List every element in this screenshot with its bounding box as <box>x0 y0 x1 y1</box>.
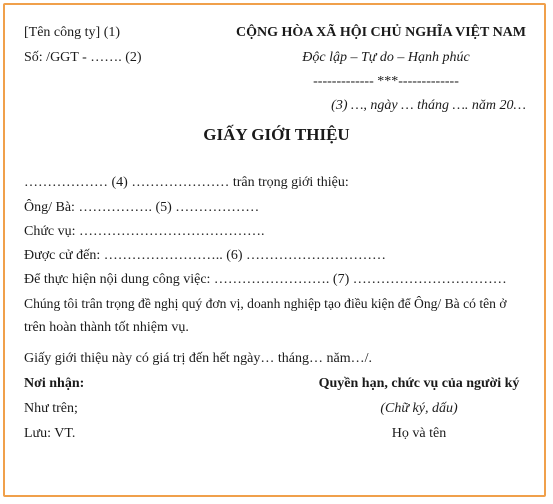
signature-note: (Chữ ký, dấu) <box>380 401 458 416</box>
document-title: GIẤY GIỚI THIỆU <box>203 125 350 144</box>
validity-line: Giấy giới thiệu này có giá trị đến hết ngày… tháng… năm…/. <box>24 351 372 366</box>
intro-line: ……………… (4) ………………… trân trọng giới thiệu: <box>24 175 349 190</box>
document-number-line: Số: /GGT - ……. (2) <box>24 50 142 65</box>
signer-title: Quyền hạn, chức vụ của người ký <box>318 376 520 391</box>
position-line: Chức vụ: …………………………………. <box>24 224 265 239</box>
person-line: Ông/ Bà: ……………. (5) ……………… <box>24 200 260 215</box>
signer-name: Họ và tên <box>391 426 447 441</box>
request-line-1: Chúng tôi trân trọng đề nghị quý đơn vị, doanh nghiệp tạo điều kiện để Ông/ Bà có tên ở <box>24 296 507 311</box>
header-separator: ------------- ***------------- <box>313 74 459 89</box>
recipient-1: Như trên; <box>24 401 78 416</box>
recipient-2: Lưu: VT. <box>24 426 76 441</box>
recipients-label: Nơi nhận: <box>24 376 85 391</box>
sent-to-line: Được cử đến: …………………….. (6) ………………………… <box>24 248 387 263</box>
date-line: (3) …, ngày … tháng …. năm 20… <box>331 98 526 113</box>
national-motto: Độc lập – Tự do – Hạnh phúc <box>302 50 470 65</box>
request-line-2: trên hoàn thành tốt nhiệm vụ. <box>24 320 189 335</box>
national-title: CỘNG HÒA XÃ HỘI CHỦ NGHĨA VIỆT NAM <box>235 25 526 40</box>
purpose-line: Để thực hiện nội dung công việc: ……………………. (7) …………………………… <box>24 272 507 287</box>
company-name-line: [Tên công ty] (1) <box>24 25 121 40</box>
